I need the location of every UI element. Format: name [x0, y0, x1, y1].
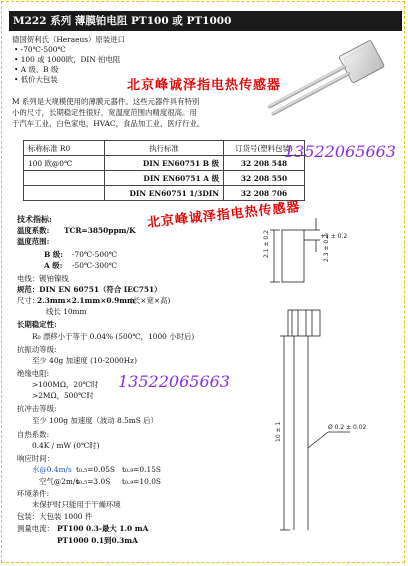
a-grade-value: -50℃-300℃ — [72, 261, 118, 270]
table-cell: DIN EN60751 1/3DIN — [105, 186, 224, 201]
bullet-din: • 100 或 1000欧，DIN 铂电阻 — [14, 55, 121, 64]
b-grade-value: -70℃-500℃ — [72, 250, 118, 259]
vibration-label: 抗振动等级: — [17, 345, 57, 354]
self-heat-label: 自热系数: — [17, 430, 50, 439]
size-label: 尺寸： — [17, 296, 40, 305]
dim-tolerance-label: +1 ± 0.2 — [320, 233, 348, 240]
temp-coef-value: TCR=3850ppm/K — [64, 226, 136, 235]
current-pt100: PT100 0.3-最大 1.0 mA — [57, 524, 149, 533]
shock-label: 抗冲击等级: — [17, 404, 57, 413]
table-row — [24, 156, 305, 171]
order-table — [23, 140, 305, 201]
table-cell: DIN EN60751 A 级 — [105, 171, 224, 186]
page-title: M222 系列 薄膜铂电阻 PT100 或 PT1000 — [9, 11, 402, 31]
size-value: 2.3mm×2.1mm×0.9mm — [37, 296, 135, 305]
table-cell: 100 欧@0℃ — [24, 156, 105, 171]
description-line-3: 于汽车工业、白色家电，HVAC，食品加工业、医疗行业。 — [12, 119, 205, 128]
table-header-row — [24, 141, 305, 156]
table-cell: 32 208 706 — [224, 186, 305, 201]
response-air-t09: t₀.₉=10.0S — [122, 477, 161, 486]
size-note: (长×宽×高) — [130, 296, 171, 305]
current-label: 测量电流： — [17, 524, 54, 533]
description-line-1: M 系列是大规模使用的薄膜元器件。这些元器件具有特别 — [12, 97, 200, 106]
table-header: 执行标准 — [105, 141, 224, 156]
description-line-2: 小的尺寸，长期稳定性很好，宽温度范围内精度很高。用 — [12, 108, 197, 117]
origin-text: 德国贺利氏（Heraeus）原装进口 — [12, 35, 125, 44]
response-water-t05: t₀.₅=0.05S — [76, 465, 115, 474]
dim-length-label: 10 ± 1 — [275, 421, 282, 442]
dim-side-label: 2.3 ± 0.2 — [323, 234, 330, 262]
bullet-grade: • A 级、B 级 — [14, 65, 59, 74]
temp-range-label: 温度范围: — [17, 237, 50, 246]
stability-label: 长期稳定性: — [17, 320, 57, 329]
table-cell: 32 208 550 — [224, 171, 305, 186]
a-grade-label: A 级: — [44, 261, 63, 270]
company-watermark-top: 北京峰诚泽指电热传感器 — [127, 78, 282, 93]
temp-coef-label: 温度系数: — [17, 226, 50, 235]
self-heat-value: 0.4K / mW (0℃时) — [32, 441, 100, 450]
stability-value: R₀ 漂移小于等于 0.04% (500℃，1000 小时后) — [32, 332, 195, 341]
insulation-value-1: >100MΩ，20℃时 — [32, 380, 99, 389]
vibration-value: 至少 40g 加速度 (10-2000Hz) — [32, 356, 137, 365]
table-row — [24, 171, 305, 186]
env-label: 环境条件: — [17, 489, 50, 498]
insulation-value-2: >2MΩ，500℃时 — [32, 391, 94, 400]
bullet-range: • -70℃-500℃ — [14, 45, 66, 54]
shock-value: 至少 100g 加速度（波动 8.5mS 后） — [32, 416, 158, 425]
response-label: 响应时间： — [17, 454, 54, 463]
response-water-label: 水@0.4m/s — [32, 465, 72, 474]
standard: 规范：DIN EN 60751（符合 IEC751） — [17, 285, 162, 294]
packaging: 包装：大包装 1000 件 — [17, 512, 93, 521]
table-cell — [24, 171, 105, 186]
dim-wire-label: Ø 0.2 ± 0.02 — [328, 424, 367, 431]
current-pt1000: PT1000 0.1到0.3mA — [57, 536, 138, 545]
response-air-t05: t₀.₅=3.0S — [76, 477, 111, 486]
response-water-t09: t₀.₉=0.15S — [122, 465, 161, 474]
b-grade-label: B 级: — [44, 250, 63, 259]
company-watermark-middle: 北京峰诚泽指电热传感器 — [146, 199, 302, 231]
response-air-label: 空气@2m/s — [39, 477, 80, 486]
table-cell — [24, 186, 105, 201]
table-header: 订货号(塑料包装) — [224, 141, 305, 156]
dimension-drawing — [250, 210, 400, 550]
specs-title: 技术指标: — [17, 214, 52, 224]
table-header: 标称标准 R0 — [24, 141, 105, 156]
table-cell: 32 208 548 — [224, 156, 305, 171]
phone-watermark-top: 13522065663 — [284, 142, 396, 161]
phone-watermark-bottom: 13522065663 — [118, 372, 230, 391]
lead-length: 线长 10mm — [46, 307, 87, 316]
table-cell: DIN EN60751 B 级 — [105, 156, 224, 171]
insulation-label: 绝缘电阻: — [17, 369, 50, 378]
dim-top-label: 2.1 ± 0.2 — [263, 230, 270, 258]
table-row — [24, 186, 305, 201]
env-value: 未保护时只能用于干燥环境 — [32, 500, 121, 509]
lead-wire: 电线：镀铂镍线 — [17, 274, 69, 283]
bullet-price: • 低价大包装 — [14, 75, 58, 84]
